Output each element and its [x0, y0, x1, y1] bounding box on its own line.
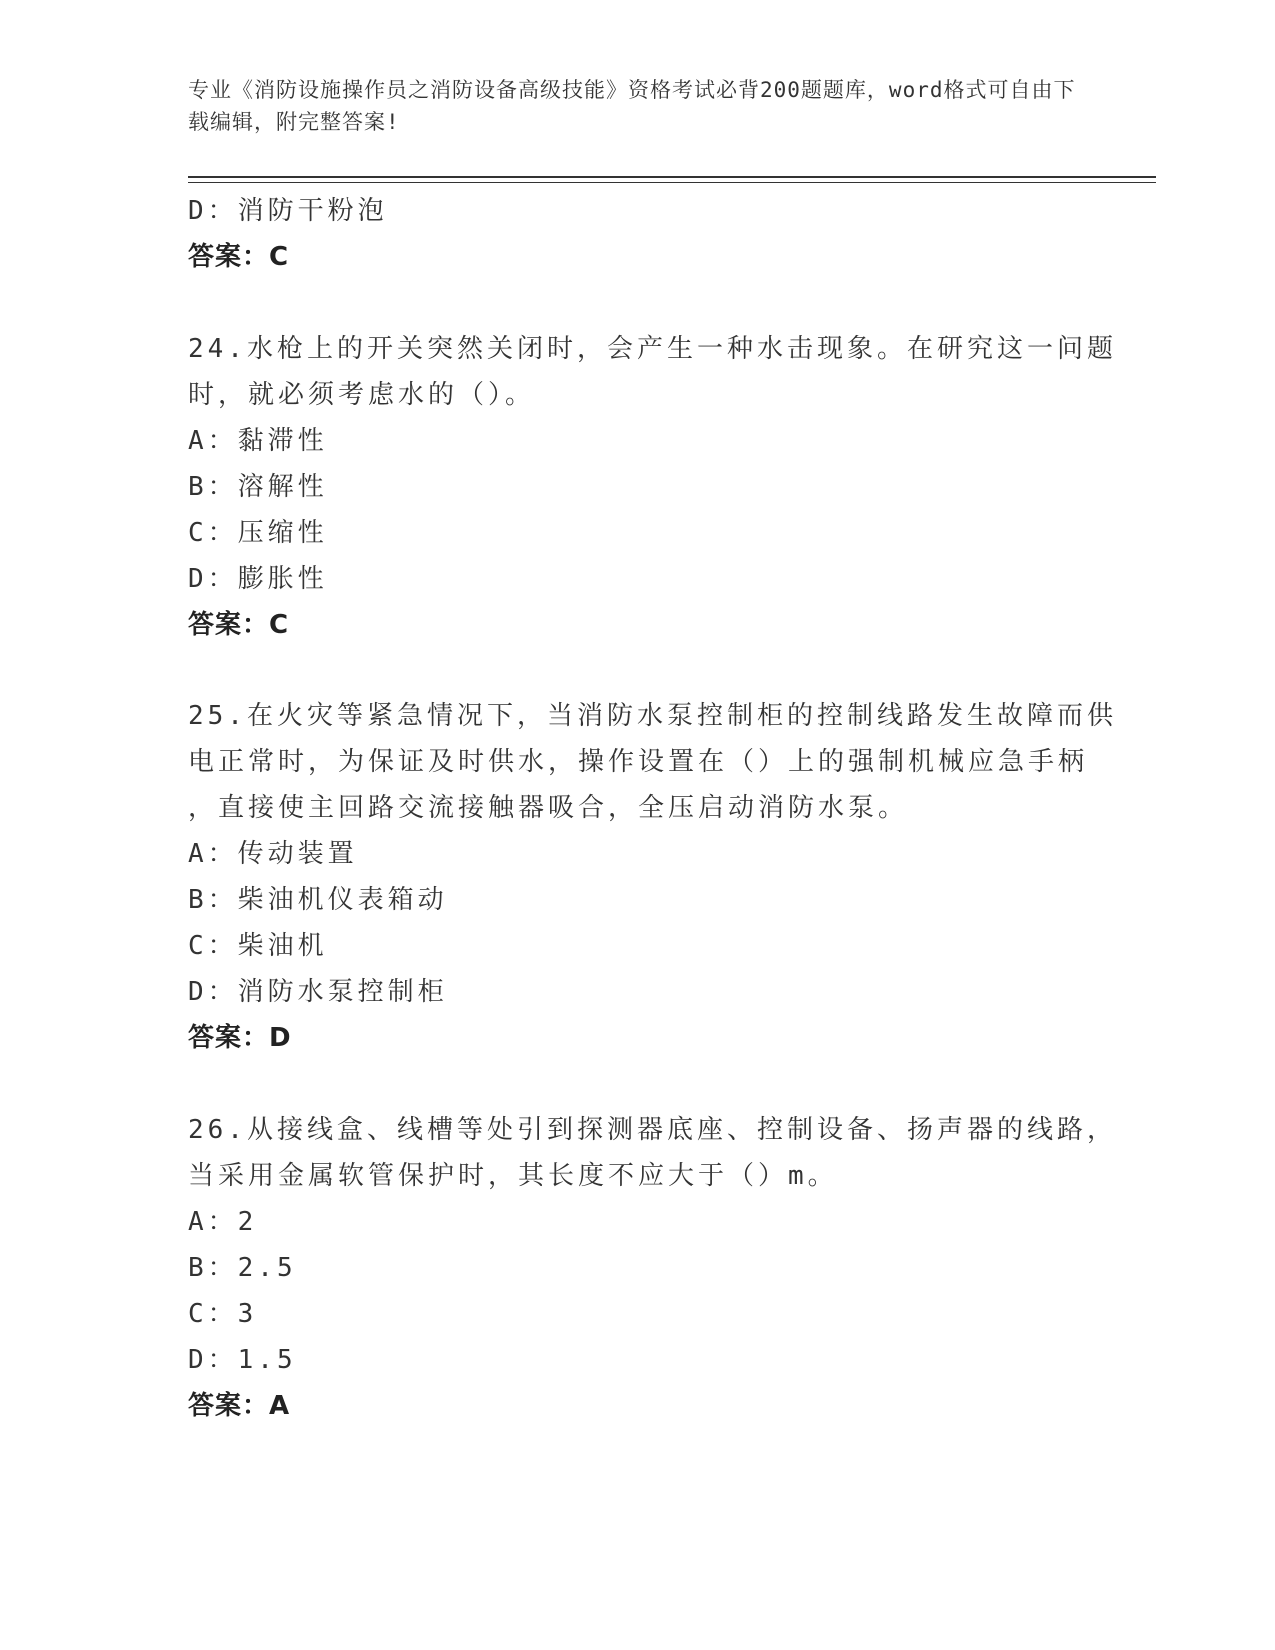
header-title: 专业《消防设施操作员之消防设备高级技能》资格考试必背200题题库，word格式可自由下载编辑，附完整答案!	[188, 78, 1076, 134]
question-stem-line: 时，就必须考虑水的（）。	[188, 379, 536, 410]
question-24	[188, 326, 1117, 648]
question-25	[188, 693, 1117, 1061]
option-c: C：压缩性	[188, 517, 328, 548]
answer-line: 答案：C	[188, 609, 290, 640]
question-list	[188, 189, 1117, 1429]
document-header	[188, 74, 1088, 138]
header-rule-thick	[188, 176, 1156, 178]
option-a: A：传动装置	[188, 839, 358, 869]
option-c: C：柴油机	[188, 931, 328, 961]
question-stem-line: 当采用金属软管保护时，其长度不应大于（）m。	[188, 1160, 838, 1191]
question-stem-line: 24.水枪上的开关突然关闭时，会产生一种水击现象。在研究这一问题	[188, 333, 1117, 364]
option-d: D：1.5	[188, 1344, 297, 1375]
question-stem-line: ，直接使主回路交流接触器吸合，全压启动消防水泵。	[188, 793, 909, 823]
answer-line: 答案：A	[188, 1390, 291, 1421]
question-stem-line: 25.在火灾等紧急情况下，当消防水泵控制柜的控制线路发生故障而供	[188, 701, 1117, 731]
option-b: B：柴油机仪表箱动	[188, 885, 448, 915]
option-c: C：3	[188, 1298, 258, 1329]
option-b: B：溶解性	[188, 471, 328, 502]
option-b: B：2.5	[188, 1252, 297, 1283]
header-rule-thin	[188, 182, 1156, 183]
answer-line: 答案：C	[188, 241, 290, 272]
question-stem-line: 26.从接线盒、线槽等处引到探测器底座、控制设备、扬声器的线路，	[188, 1114, 1117, 1145]
option-a: A：2	[188, 1206, 258, 1237]
option-a: A：黏滞性	[188, 425, 328, 456]
option-d: D：消防水泵控制柜	[188, 977, 448, 1007]
answer-line: 答案：D	[188, 1023, 292, 1053]
question-stem-line: 电正常时，为保证及时供水，操作设置在（）上的强制机械应急手柄	[188, 747, 1089, 777]
option-d: D：膨胀性	[188, 563, 328, 594]
option-d: D：消防干粉泡	[188, 196, 388, 226]
question-26	[188, 1107, 1117, 1429]
